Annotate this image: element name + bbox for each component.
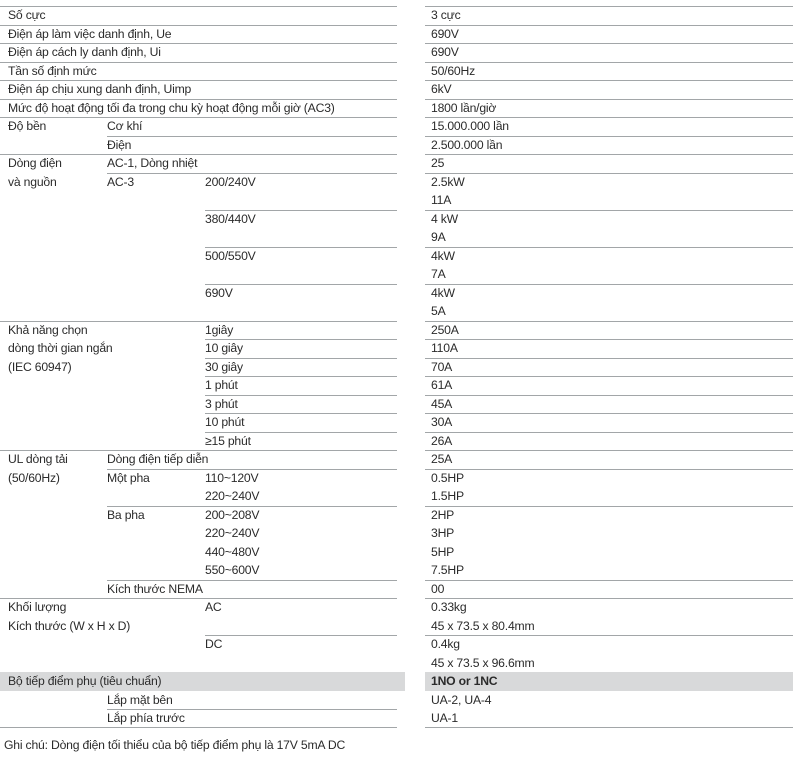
spec-label: Điện áp làm việc danh định, Ue: [8, 26, 172, 41]
spec-row-39-value: [425, 709, 793, 728]
spec-row-23-labels: [0, 413, 405, 432]
grid-line: [0, 117, 397, 118]
spec-label: Điện áp chịu xung danh định, Uimp: [8, 82, 192, 96]
grid-line: [425, 395, 793, 396]
spec-value: 3HP: [431, 526, 455, 540]
grid-line: [425, 469, 793, 470]
spec-row-24-labels: [0, 432, 405, 451]
spec-row-35-value: [425, 635, 793, 654]
spec-label: Số cực: [8, 8, 46, 22]
grid-line: [425, 598, 793, 599]
spec-label: Lắp phía trước: [107, 711, 185, 725]
spec-row-37-value: [425, 672, 793, 691]
spec-label: 690V: [205, 285, 233, 300]
spec-row-29-value: [425, 524, 793, 543]
spec-row-16-labels: [0, 284, 405, 303]
spec-row-13-value: [425, 228, 793, 247]
spec-value: 4kW: [431, 248, 455, 263]
spec-table-values: [425, 6, 793, 728]
spec-row-8-labels: [0, 136, 405, 155]
spec-row-26-labels: [0, 469, 405, 488]
spec-row-38-value: [425, 691, 793, 710]
spec-value: 5HP: [431, 544, 455, 559]
grid-line: [425, 450, 793, 451]
grid-line: [425, 80, 793, 81]
grid-line: [425, 62, 793, 63]
spec-label: Kích thước NEMA: [107, 581, 203, 596]
spec-label: 200~208V: [205, 507, 260, 522]
grid-line: [425, 247, 793, 248]
spec-row-24-value: [425, 432, 793, 451]
spec-row-15-labels: [0, 265, 405, 284]
spec-row-31-value: [425, 561, 793, 580]
spec-label: Dòng điện: [8, 156, 62, 170]
spec-row-8-value: [425, 136, 793, 155]
spec-row-11-value: [425, 191, 793, 210]
spec-value: 45 x 73.5 x 80.4mm: [431, 618, 535, 633]
spec-value: 50/60Hz: [431, 63, 475, 78]
spec-label: Điện: [107, 137, 132, 152]
spec-row-4-labels: [0, 62, 405, 81]
spec-row-39-labels: [0, 709, 405, 728]
spec-row-26-value: [425, 469, 793, 488]
spec-row-27-value: [425, 487, 793, 506]
spec-row-16-value: [425, 284, 793, 303]
spec-value: 25: [431, 156, 445, 170]
spec-value: 9A: [431, 230, 446, 244]
spec-row-17-value: [425, 302, 793, 321]
spec-row-14-labels: [0, 247, 405, 266]
spec-value: 70A: [431, 359, 453, 374]
spec-row-31-labels: [0, 561, 405, 580]
spec-row-13-labels: [0, 228, 405, 247]
spec-row-35-labels: [0, 635, 405, 654]
spec-row-10-labels: [0, 173, 405, 192]
spec-value: 690V: [431, 45, 459, 59]
grid-line: [425, 376, 793, 377]
spec-row-6-value: [425, 99, 793, 118]
grid-line: [425, 6, 793, 7]
spec-row-34-value: [425, 617, 793, 636]
grid-line: [425, 635, 793, 636]
grid-line: [425, 284, 793, 285]
spec-row-37-labels: [0, 672, 405, 691]
spec-row-4-value: [425, 62, 793, 81]
spec-label: dòng thời gian ngắn: [8, 341, 113, 355]
spec-row-6-labels: [0, 99, 405, 118]
spec-label: Điện áp cách ly danh định, Ui: [8, 45, 161, 59]
spec-label: 3 phút: [205, 396, 238, 411]
spec-label: Dòng điện tiếp diễn: [107, 452, 209, 466]
spec-row-14-value: [425, 247, 793, 266]
grid-line: [425, 210, 793, 211]
spec-label: 440~480V: [205, 544, 260, 559]
spec-row-3-labels: [0, 43, 405, 62]
spec-value: UA-2, UA-4: [431, 692, 492, 707]
spec-label: UL dòng tải: [8, 452, 68, 466]
spec-value: 0.33kg: [431, 600, 467, 614]
grid-line: [425, 432, 793, 433]
spec-row-27-labels: [0, 487, 405, 506]
footnote: Ghi chú: Dòng điện tối thiểu của bộ tiếp điểm phụ là 17V 5mA DC: [4, 738, 346, 752]
spec-value: 110A: [431, 341, 458, 355]
spec-row-33-labels: [0, 598, 405, 617]
spec-value: 1.5HP: [431, 489, 464, 503]
spec-row-12-value: [425, 210, 793, 229]
spec-label: 220~240V: [205, 526, 260, 540]
spec-row-29-labels: [0, 524, 405, 543]
spec-row-10-value: [425, 173, 793, 192]
spec-label: Tần số định mức: [8, 63, 97, 78]
spec-value: 0.5HP: [431, 470, 464, 485]
spec-row-7-labels: [0, 117, 405, 136]
spec-label: 500/550V: [205, 248, 256, 263]
spec-label: AC: [205, 600, 222, 614]
spec-label: 10 giây: [205, 341, 243, 355]
grid-line: [0, 727, 397, 728]
spec-row-23-value: [425, 413, 793, 432]
spec-value: 690V: [431, 26, 459, 41]
spec-value: 26A: [431, 433, 453, 448]
spec-label: AC-3: [107, 174, 134, 189]
spec-row-1-labels: [0, 6, 405, 25]
spec-row-5-value: [425, 80, 793, 99]
spec-row-25-value: [425, 450, 793, 469]
spec-label: Độ bền: [8, 119, 47, 133]
spec-value: 5A: [431, 304, 446, 318]
spec-row-9-value: [425, 154, 793, 173]
spec-label: (IEC 60947): [8, 359, 72, 374]
spec-label: 10 phút: [205, 415, 245, 429]
spec-value: 25A: [431, 452, 453, 466]
spec-row-30-labels: [0, 543, 405, 562]
spec-label: 110~120V: [205, 470, 259, 485]
spec-value: 11A: [431, 193, 452, 207]
spec-row-5-labels: [0, 80, 405, 99]
spec-row-21-labels: [0, 376, 405, 395]
grid-line: [205, 284, 397, 285]
spec-row-1-value: [425, 6, 793, 25]
spec-value: 45A: [431, 396, 453, 411]
spec-row-12-labels: [0, 210, 405, 229]
spec-row-32-labels: [0, 580, 405, 599]
spec-value: UA-1: [431, 711, 458, 725]
spec-row-19-value: [425, 339, 793, 358]
spec-row-25-labels: [0, 450, 405, 469]
spec-value: 1NO or 1NC: [431, 674, 498, 688]
spec-table-labels: [0, 6, 405, 728]
spec-value: 2.5kW: [431, 174, 465, 189]
spec-row-28-value: [425, 506, 793, 525]
spec-label: Cơ khí: [107, 119, 143, 133]
grid-line: [425, 173, 793, 174]
spec-value: 61A: [431, 378, 453, 392]
spec-label: ≥15 phút: [205, 433, 251, 448]
grid-line: [0, 6, 397, 7]
spec-row-34-labels: [0, 617, 405, 636]
spec-label: Một pha: [107, 470, 150, 485]
grid-line: [425, 154, 793, 155]
spec-row-20-labels: [0, 358, 405, 377]
spec-row-33-value: [425, 598, 793, 617]
grid-line: [107, 136, 397, 137]
spec-value: 1800 lần/giờ: [431, 100, 497, 115]
spec-row-20-value: [425, 358, 793, 377]
grid-line: [425, 580, 793, 581]
spec-value: 45 x 73.5 x 96.6mm: [431, 655, 535, 670]
spec-label: (50/60Hz): [8, 470, 60, 485]
grid-line: [425, 358, 793, 359]
grid-line: [425, 339, 793, 340]
spec-value: 4 kW: [431, 211, 458, 226]
spec-label: 380/440V: [205, 211, 256, 226]
spec-label: Kích thước (W x H x D): [8, 618, 131, 633]
spec-row-9-labels: [0, 154, 405, 173]
spec-label: Khả năng chọn: [8, 322, 88, 337]
spec-label: 200/240V: [205, 174, 256, 189]
spec-row-22-value: [425, 395, 793, 414]
spec-label: DC: [205, 637, 223, 651]
spec-value: 7A: [431, 267, 446, 281]
grid-line: [425, 506, 793, 507]
spec-value: 30A: [431, 415, 453, 429]
spec-row-18-labels: [0, 321, 405, 340]
spec-label: 550~600V: [205, 563, 260, 577]
spec-row-18-value: [425, 321, 793, 340]
spec-label: 30 giây: [205, 359, 243, 374]
spec-value: 00: [431, 581, 445, 596]
spec-row-17-labels: [0, 302, 405, 321]
spec-value: 0.4kg: [431, 637, 460, 651]
spec-label: 1 phút: [205, 378, 238, 392]
spec-row-7-value: [425, 117, 793, 136]
spec-row-2-labels: [0, 25, 405, 44]
spec-row-11-labels: [0, 191, 405, 210]
spec-label: 1giây: [205, 322, 234, 337]
spec-value: 7.5HP: [431, 563, 464, 577]
spec-row-22-labels: [0, 395, 405, 414]
grid-line: [205, 635, 397, 636]
spec-row-21-value: [425, 376, 793, 395]
spec-row-30-value: [425, 543, 793, 562]
spec-row-36-value: [425, 654, 793, 673]
spec-value: 250A: [431, 322, 459, 337]
spec-value: 15.000.000 lần: [431, 119, 509, 133]
spec-value: 3 cực: [431, 8, 461, 22]
grid-line: [425, 43, 793, 44]
spec-label: 220~240V: [205, 489, 260, 503]
spec-value: 2HP: [431, 507, 455, 522]
grid-line: [425, 413, 793, 414]
spec-value: 2.500.000 lần: [431, 137, 503, 152]
spec-label: Lắp mặt bên: [107, 692, 173, 707]
spec-row-28-labels: [0, 506, 405, 525]
spec-label: Mức độ hoạt động tối đa trong chu kỳ hoạt động mỗi giờ (AC3): [8, 100, 335, 115]
spec-value: 4kW: [431, 285, 455, 300]
spec-row-15-value: [425, 265, 793, 284]
spec-row-2-value: [425, 25, 793, 44]
spec-row-38-labels: [0, 691, 405, 710]
spec-value: 6kV: [431, 82, 452, 96]
spec-row-3-value: [425, 43, 793, 62]
spec-label: Ba pha: [107, 507, 145, 522]
grid-line: [425, 25, 793, 26]
spec-label: và nguồn: [8, 174, 57, 189]
spec-row-36-labels: [0, 654, 405, 673]
spec-row-19-labels: [0, 339, 405, 358]
grid-line: [425, 321, 793, 322]
spec-label: Khối lượng: [8, 600, 67, 614]
spec-row-32-value: [425, 580, 793, 599]
spec-label: AC-1, Dòng nhiệt: [107, 156, 198, 170]
spec-label: Bộ tiếp điểm phụ (tiêu chuẩn): [8, 674, 162, 688]
grid-line: [425, 727, 793, 728]
